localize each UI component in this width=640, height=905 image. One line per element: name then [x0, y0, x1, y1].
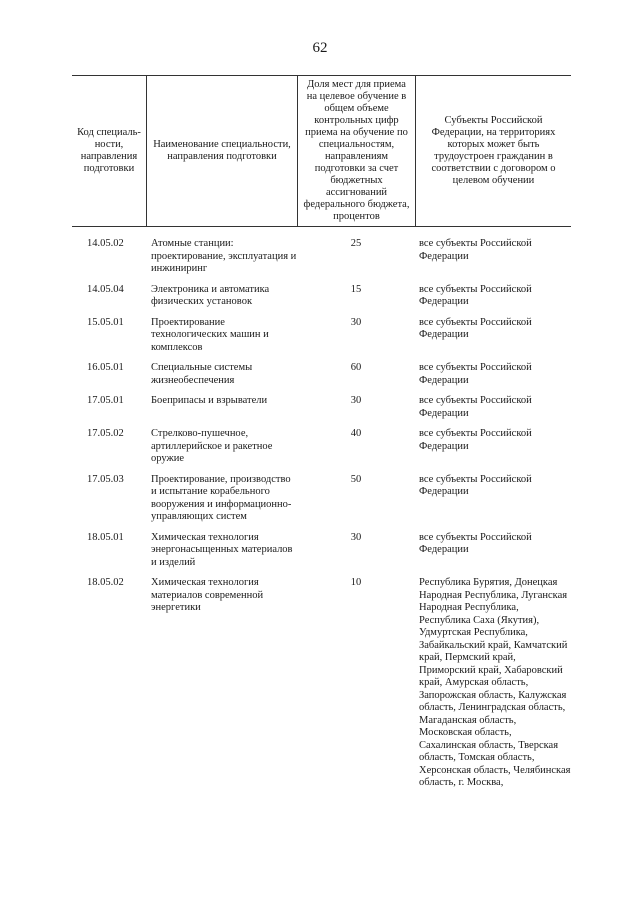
table-body [72, 238, 571, 798]
row-regions: все субъекты Российской Федерации [419, 362, 532, 386]
row-share: 50 [350, 473, 362, 485]
header-share: Доля мест для приема на целевое обучение в общем объеме контрольных цифр приема на обучение по специальностям, направлениям подготовки за счет бюджетных ассигнований федерального бюджета, процентов [297, 76, 415, 226]
row-code: 18.05.02 [87, 577, 124, 588]
row-name: Специальные системы жизнеобеспечения [151, 362, 253, 386]
row-regions: все субъекты Российской Федерации [419, 473, 532, 497]
table-row [72, 474, 571, 524]
row-regions: все субъекты Российской Федерации [419, 238, 532, 262]
row-share: 25 [350, 238, 362, 249]
table-row [72, 317, 571, 355]
row-regions: все субъекты Российской Федерации [419, 395, 532, 419]
row-code: 15.05.01 [87, 316, 124, 328]
row-share: 60 [350, 362, 362, 373]
row-share: 30 [350, 531, 362, 543]
table-row [72, 428, 571, 466]
row-name: Проектирование, производство и испытание корабельного вооружения и информационно-управляющих систем [151, 473, 292, 522]
row-regions: все субъекты Российской Федерации [419, 316, 532, 340]
row-share: 30 [350, 395, 362, 406]
table-row [72, 577, 571, 790]
row-regions: все субъекты Российской Федерации [419, 283, 532, 307]
row-name: Химическая технология энергонасыщенных материалов и изделий [151, 531, 293, 568]
row-share: 30 [350, 316, 362, 328]
row-name: Стрелково-пушечное, артиллерийское и ракетное оружие [151, 428, 273, 464]
table-row [72, 532, 571, 570]
table-row [72, 362, 571, 387]
row-share: 40 [350, 428, 362, 439]
row-name: Боеприпасы и взрыватели [151, 395, 268, 406]
header-name: Наименование специальности, направления подготовки [146, 76, 297, 226]
row-code: 16.05.01 [87, 362, 124, 373]
header-code: Код специаль-ности, направления подготовки [77, 127, 141, 174]
row-name: Электроника и автоматика физических установок [151, 283, 270, 307]
row-share: 15 [350, 283, 362, 295]
row-code: 17.05.01 [87, 395, 124, 406]
row-regions: все субъекты Российской Федерации [419, 531, 532, 555]
row-regions: все субъекты Российской Федерации [419, 428, 532, 452]
row-code: 18.05.01 [87, 531, 124, 543]
header-regions: Субъекты Российской Федерации, на территориях которых может быть трудоустроен гражданин в соответствии с договором о целевом обучении [415, 76, 571, 226]
row-code: 17.05.02 [87, 428, 124, 439]
table-row [72, 238, 571, 276]
row-name: Атомные станции: проектирование, эксплуатация и инжиниринг [151, 238, 297, 274]
table-row [72, 284, 571, 309]
row-name: Проектирование технологических машин и комплексов [151, 316, 269, 353]
table-row [72, 395, 571, 420]
page-number: 62 [312, 40, 328, 56]
row-code: 17.05.03 [87, 473, 124, 485]
row-regions: Республика Бурятия, Донецкая Народная Республика, Луганская Народная Республика, Республика Саха (Якутия), Удмуртская Республика, Забайкальский край, Камчатский край, Пермский край, Приморский край, Хабаровский край, Амурская область, Запорожская область, Калужская область, Ленинградская область, Магаданская область, Московская область, Сахалинская область, Тверская область, Томская область, Херсонская область, Челябинская область, г. Москва, [419, 577, 571, 788]
row-code: 14.05.02 [87, 238, 124, 249]
row-code: 14.05.04 [87, 283, 124, 295]
table-header [72, 75, 571, 227]
row-name: Химическая технология материалов современной энергетики [151, 577, 264, 613]
row-share: 10 [350, 577, 362, 588]
